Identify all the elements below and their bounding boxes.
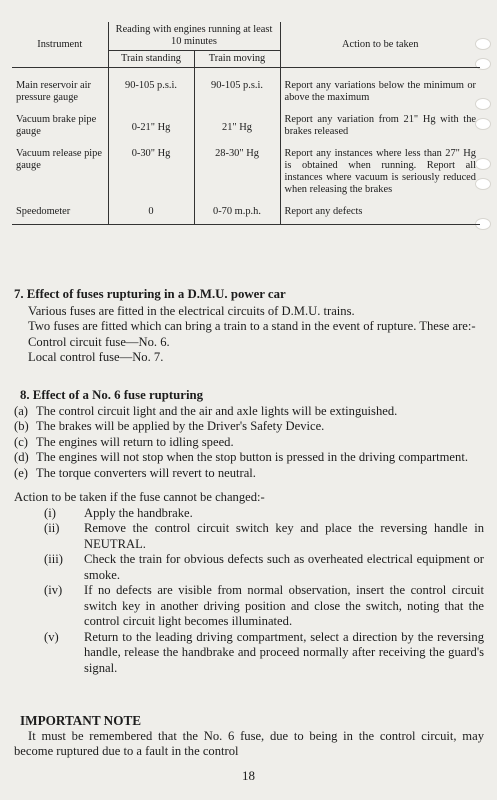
page-number: 18 <box>242 768 255 783</box>
list-item: (e) The torque converters will revert to neutral. <box>14 465 256 480</box>
list-item: (a) The control circuit light and the air and axle lights will be extinguished. <box>14 403 398 418</box>
action-intro: Action to be taken if the fuse cannot be changed:- <box>14 490 265 504</box>
fuse-item: Control circuit fuse—No. 6. <box>28 334 170 349</box>
table-row: Speedometer 0 0-70 m.p.h. Report any defects <box>12 198 480 225</box>
section-7-heading: 7. Effect of fuses rupturing in a D.M.U. power car <box>14 287 286 301</box>
col-instrument-header: Instrument <box>12 22 108 68</box>
section-7-paragraph: Two fuses are fitted which can bring a train to a stand in the event of rupture. These are:- <box>28 319 476 333</box>
instrument-readings-table <box>12 22 480 225</box>
section-8 <box>14 388 484 676</box>
section-7 <box>14 287 484 366</box>
list-item: (c) The engines will return to idling speed. <box>14 434 234 449</box>
list-item: (iii) Check the train for obvious defects such as overheated electrical equipment or smoke. <box>44 552 484 582</box>
col-moving-header: Train moving <box>194 51 280 68</box>
list-item: (i) Apply the handbrake. <box>44 505 193 520</box>
section-8-heading: 8. Effect of a No. 6 fuse rupturing <box>20 388 204 402</box>
table-row: Vacuum brake pipe gauge 0-21" Hg 21" Hg Report any variation from 21" Hg with the brakes released <box>12 106 480 140</box>
section-7-paragraph: Various fuses are fitted in the electrical circuits of D.M.U. trains. <box>28 303 355 318</box>
table-row: Vacuum release pipe gauge 0-30" Hg 28-30" Hg Report any instances where less than 27" Hg is obtained when running. Report all instances where vacuum is seriously reduced when releasing the brakes <box>12 140 480 198</box>
list-item: (d) The engines will not stop when the stop button is pressed in the driving compartment. <box>14 450 468 464</box>
col-reading-header: Reading with engines running at least 10 minutes <box>108 22 280 51</box>
table-row: Main reservoir air pressure gauge 90-105 p.s.i. 90-105 p.s.i. Report any variations below the minimum or above the maximum <box>12 68 480 107</box>
important-note <box>14 713 484 760</box>
important-note-heading: IMPORTANT NOTE <box>20 713 142 728</box>
col-action-header: Action to be taken <box>280 22 480 68</box>
list-item: (ii) Remove the control circuit switch key and place the reversing handle in NEUTRAL. <box>44 521 484 551</box>
list-item: (v) Return to the leading driving compartment, select a direction by the reversing handle, release the handbrake and proceed normally after receiving the guard's signal. <box>44 629 484 675</box>
fuse-item: Local control fuse—No. 7. <box>28 350 164 364</box>
col-standing-header: Train standing <box>108 51 194 68</box>
list-item: (b) The brakes will be applied by the Driver's Safety Device. <box>14 419 325 433</box>
important-note-text: It must be remembered that the No. 6 fuse, due to being in the control circuit, may become ruptured due to a fault in the control <box>14 728 484 758</box>
list-item: (iv) If no defects are visible from normal observation, insert the control circuit switch key in another driving position and close the switch, noting that the control circuit light becomes illuminated. <box>44 583 484 628</box>
